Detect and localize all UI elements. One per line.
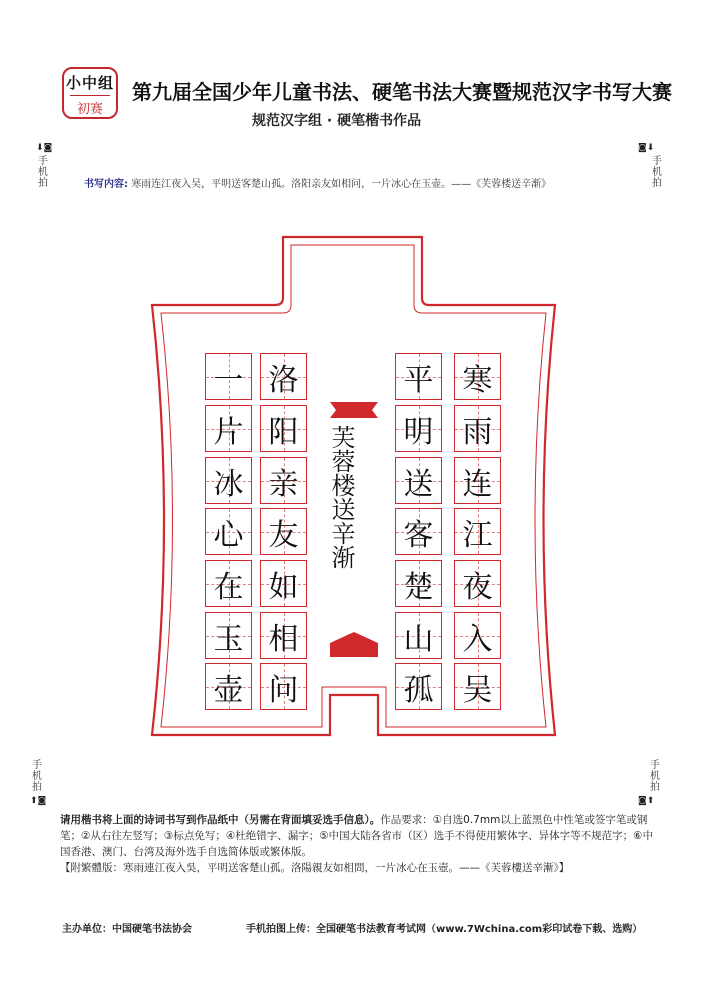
grid-cell: [395, 405, 442, 452]
poem-character: 亲: [268, 466, 299, 502]
poem-character: 连: [462, 466, 493, 502]
phone-photo-label-top-left: 手机拍: [38, 156, 48, 189]
poem-character: 玉: [213, 621, 244, 657]
instructions-requirements: 作品要求：①自选0.7mm以上蓝黑色中性笔或签字笔或钢笔；②从右往左竖写；③标点免写；④杜绝错字、漏字；⑤中国大陆各省市（区）选手不得使用繁体字、异体字等不规范字；⑥中国香港、澳门、台湾及海外选手自选简体版或繁体版。: [60, 814, 654, 858]
poem-title: [323, 425, 359, 576]
grid-cell: [260, 405, 307, 452]
poem-character: 心: [213, 517, 244, 553]
grid-cell: [205, 353, 252, 400]
page-title: 第九届全国少年儿童书法、硬笔书法大赛暨规范汉字书写大赛: [132, 80, 672, 104]
grid-cell: [260, 353, 307, 400]
grid-cell: [260, 663, 307, 710]
grid-cell: [205, 612, 252, 659]
instructions-heading: 请用楷书将上面的诗词书写到作品纸中（另需在背面填妥选手信息）。: [60, 814, 381, 826]
grid-cell: [454, 405, 501, 452]
instructions-traditional: 【附繁體版：寒雨連江夜入吳，平明送客楚山孤。洛陽親友如相問，一片冰心在玉壺。——《芙蓉樓送辛漸》】: [60, 862, 570, 874]
grid-cell: [454, 612, 501, 659]
poem-character: 吴: [462, 672, 493, 708]
poem-character: 友: [268, 517, 299, 553]
poem-title-text: 芙蓉楼送辛渐: [327, 425, 355, 569]
poem-character: 入: [462, 621, 493, 657]
poem-character: 雨: [462, 414, 493, 450]
page-subtitle: 规范汉字组 · 硬笔楷书作品: [252, 113, 422, 129]
poem-character: 山: [403, 621, 434, 657]
grid-cell: [395, 612, 442, 659]
poem-character: 客: [403, 517, 434, 553]
grid-cell: [395, 508, 442, 555]
phone-photo-label-bottom-right: 手机拍: [650, 760, 660, 793]
poem-character: 阳: [268, 414, 299, 450]
content-text: 寒雨连江夜入吴，平明送客楚山孤。洛阳亲友如相问，一片冰心在玉壶。——《芙蓉楼送辛渐》: [131, 179, 552, 190]
poem-character: 片: [213, 414, 244, 450]
grid-cell: [205, 508, 252, 555]
poem-character: 楚: [403, 569, 434, 605]
grid-cell: [454, 663, 501, 710]
content-label: 书写内容:: [84, 179, 128, 190]
round-label: 初赛: [76, 102, 103, 117]
grid-cell: [205, 663, 252, 710]
poem-character: 江: [462, 517, 493, 553]
instructions: [60, 812, 660, 876]
grid-cell: [454, 457, 501, 504]
download-camera-icon: ⬇◙: [36, 143, 53, 153]
download-camera-icon: ◙⬇: [638, 143, 655, 153]
group-label: 小中组: [65, 74, 114, 92]
phone-photo-label-bottom-left: 手机拍: [32, 760, 42, 793]
grid-cell: [395, 457, 442, 504]
poem-character: 洛: [268, 362, 299, 398]
grid-cell: [260, 508, 307, 555]
phone-photo-label-top-right: 手机拍: [652, 156, 662, 189]
grid-cell: [454, 560, 501, 607]
poem-character: 壶: [213, 672, 244, 708]
poem-character: 问: [268, 672, 299, 708]
poem-character: 一: [213, 362, 244, 398]
poem-character: 冰: [213, 466, 244, 502]
grid-cell: [395, 353, 442, 400]
poem-character: 送: [403, 466, 434, 502]
grid-cell: [395, 663, 442, 710]
grid-cell: [205, 457, 252, 504]
poem-character: 在: [213, 569, 244, 605]
upload-camera-icon: ◙⬆: [638, 796, 655, 806]
upload-info: 手机拍图上传：全国硬笔书法教育考试网（www.7Wchina.com彩印试卷下载、选购）: [246, 924, 643, 935]
grid-cell: [395, 560, 442, 607]
grid-cell: [260, 457, 307, 504]
upload-camera-icon: ⬆◙: [30, 796, 47, 806]
poem-character: 平: [403, 362, 434, 398]
grid-cell: [454, 353, 501, 400]
grid-cell: [454, 508, 501, 555]
poem-character: 夜: [462, 569, 493, 605]
grid-cell: [205, 560, 252, 607]
organizer: 主办单位：中国硬笔书法协会: [62, 924, 192, 935]
poem-character: 明: [403, 414, 434, 450]
grid-cell: [260, 612, 307, 659]
grid-cell: [260, 560, 307, 607]
poem-character: 孤: [403, 672, 434, 708]
grid-cell: [205, 405, 252, 452]
poem-character: 相: [268, 621, 299, 657]
poem-character: 如: [268, 569, 299, 605]
poem-character: 寒: [462, 362, 493, 398]
